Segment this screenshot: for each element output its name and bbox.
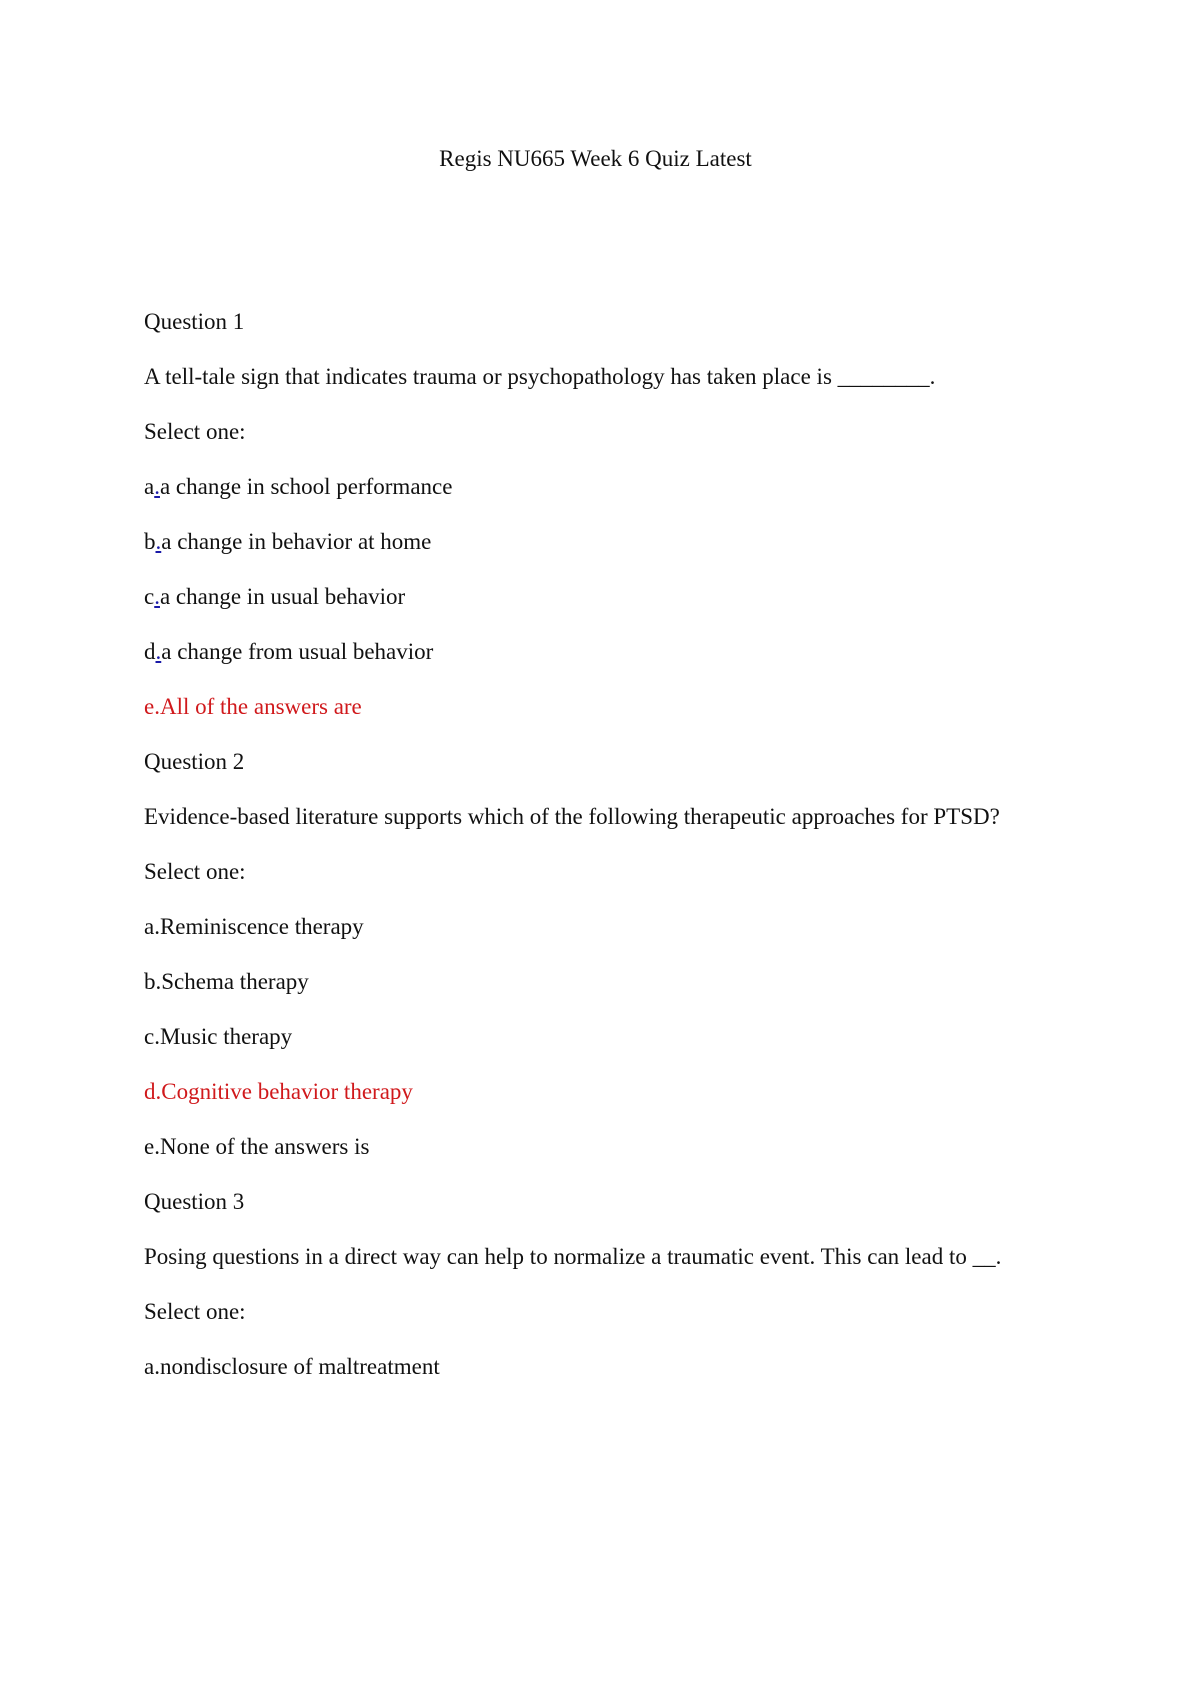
question-2-heading: Question 2	[144, 749, 245, 774]
question-3-instruction: Select one:	[144, 1299, 246, 1324]
question-1-instruction: Select one:	[144, 419, 246, 444]
quiz-content	[144, 307, 1064, 1407]
question-2-instruction: Select one:	[144, 859, 246, 884]
question-2-prompt: Evidence-based literature supports which of the following therapeutic approaches for PTSD?	[144, 804, 1000, 829]
question-1-heading: Question 1	[144, 309, 245, 334]
question-1-prompt: A tell-tale sign that indicates trauma or psychopathology has taken place is ________.	[144, 364, 936, 389]
question-1-option-d	[144, 637, 1064, 667]
option-text: a change in usual behavior	[159, 584, 406, 609]
question-2-option-b: b.Schema therapy	[144, 969, 309, 994]
question-1-option-c	[144, 582, 1064, 612]
option-text: a change from usual behavior	[161, 639, 434, 664]
page-title: Regis NU665 Week 6 Quiz Latest	[439, 146, 752, 171]
question-1-option-a	[144, 472, 1064, 502]
option-text: a change in school performance	[159, 474, 453, 499]
option-dot-link[interactable]: .	[155, 529, 162, 554]
option-letter: b	[144, 529, 156, 554]
option-dot-link[interactable]: .	[154, 584, 160, 609]
question-2-option-a: a.Reminiscence therapy	[144, 914, 364, 939]
question-3-heading: Question 3	[144, 1189, 245, 1214]
option-dot-link[interactable]: .	[155, 639, 162, 664]
question-1-option-b	[144, 527, 1064, 557]
question-3-option-a: a.nondisclosure of maltreatment	[144, 1354, 440, 1379]
question-1-option-e-correct: e.All of the answers are	[144, 694, 362, 719]
option-dot-link[interactable]: .	[154, 474, 160, 499]
option-letter: c	[144, 584, 155, 609]
option-text: a change in behavior at home	[161, 529, 432, 554]
question-2-option-d-correct: d.Cognitive behavior therapy	[144, 1079, 413, 1104]
option-letter: a	[144, 474, 155, 499]
option-letter: d	[144, 639, 156, 664]
question-2-option-e: e.None of the answers is	[144, 1134, 370, 1159]
question-2-option-c: c.Music therapy	[144, 1024, 293, 1049]
question-3-prompt: Posing questions in a direct way can help to normalize a traumatic event. This can lead to __.	[144, 1244, 1002, 1269]
